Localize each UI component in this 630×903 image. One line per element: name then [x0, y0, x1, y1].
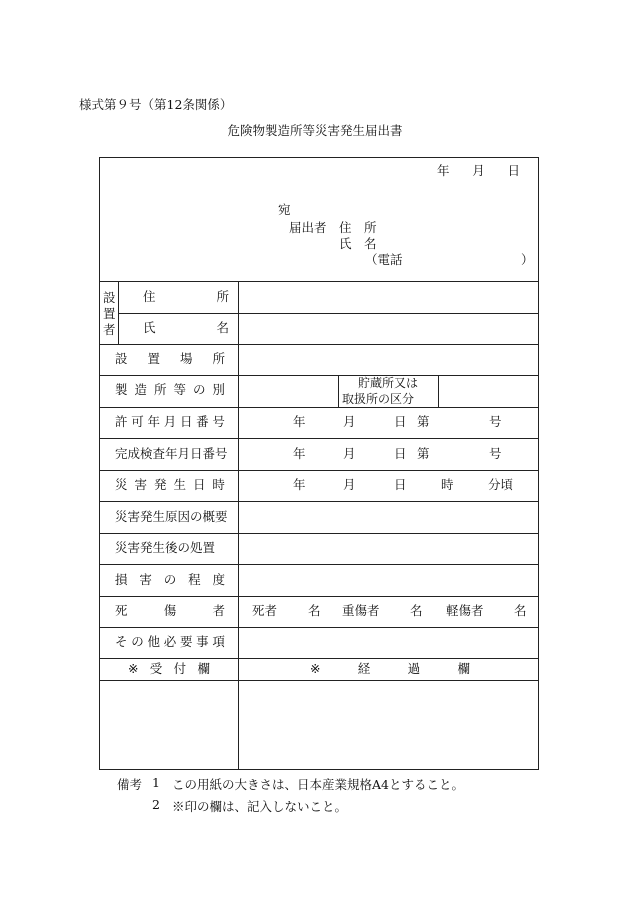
inspection-number-prefix: 第	[417, 446, 430, 461]
submission-date: 年 月 日	[437, 163, 520, 178]
installation-location-label: 設 置 場 所	[115, 351, 225, 366]
addressee-suffix: 宛	[278, 202, 291, 217]
form-number-label: 様式第９号（第12条関係）	[79, 97, 233, 112]
inspection-month-unit: 月	[343, 446, 356, 461]
permit-date-number-label: 許 可 年 月 日 番 号	[115, 414, 225, 429]
applicant-name-label: 氏 名	[339, 236, 377, 251]
facility-type-label: 製 造 所 等 の 別	[115, 382, 225, 397]
disaster-year-unit: 年	[293, 477, 306, 492]
remark-1-text: この用紙の大きさは、日本産業規格A4とすること。	[172, 777, 464, 792]
installer-group-label: 設 置 者	[103, 290, 116, 337]
report-form-table	[99, 157, 539, 770]
remarks-label: 備考	[117, 777, 143, 792]
progress-column-header: ※ 経 過 欄	[310, 661, 470, 676]
phone-label: （電話	[365, 252, 403, 267]
disaster-minute-unit: 分頃	[488, 477, 514, 492]
remark-2-text: ※印の欄は、記入しないこと。	[172, 799, 348, 814]
permit-year-unit: 年	[293, 414, 306, 429]
disaster-month-unit: 月	[343, 477, 356, 492]
inspection-number-suffix: 号	[489, 446, 502, 461]
storage-classification-label-line2: 取扱所の区分	[342, 392, 415, 406]
remark-1-number: 1	[152, 775, 160, 790]
permit-number-prefix: 第	[417, 414, 430, 429]
remark-2-number: 2	[152, 797, 160, 812]
damage-extent-label: 損 害 の 程 度	[115, 572, 225, 587]
inspection-year-unit: 年	[293, 446, 306, 461]
installer-address-label: 住 所	[143, 289, 229, 304]
serious-injuries-unit: 名	[410, 603, 423, 618]
reception-column-header: ※ 受 付 欄	[128, 661, 210, 676]
permit-number-suffix: 号	[489, 414, 502, 429]
document-title: 危険物製造所等災害発生届出書	[227, 123, 403, 138]
permit-day-unit: 日	[394, 414, 407, 429]
minor-injuries-unit: 名	[514, 603, 527, 618]
post-disaster-measures-label: 災害発生後の処置	[115, 540, 216, 555]
applicant-label: 届出者	[289, 220, 327, 235]
deaths-label: 死者	[252, 603, 278, 618]
disaster-day-unit: 日	[394, 477, 407, 492]
storage-classification-label-line1: 貯蔵所又は	[358, 376, 419, 390]
disaster-cause-label: 災害発生原因の概要	[115, 509, 228, 524]
deaths-unit: 名	[308, 603, 321, 618]
permit-month-unit: 月	[343, 414, 356, 429]
installer-name-label: 氏 名	[143, 320, 229, 335]
applicant-address-label: 住 所	[339, 220, 377, 235]
inspection-day-unit: 日	[394, 446, 407, 461]
disaster-hour-unit: 時	[441, 477, 454, 492]
minor-injuries-label: 軽傷者	[446, 603, 484, 618]
casualties-label: 死 傷 者	[115, 603, 225, 618]
phone-close-paren: ）	[521, 252, 534, 267]
disaster-datetime-label: 災 害 発 生 日 時	[115, 477, 225, 492]
other-necessary-items-label: そ の 他 必 要 事 項	[115, 634, 225, 649]
serious-injuries-label: 重傷者	[342, 603, 380, 618]
inspection-date-number-label: 完成検査年月日番号	[115, 446, 228, 461]
